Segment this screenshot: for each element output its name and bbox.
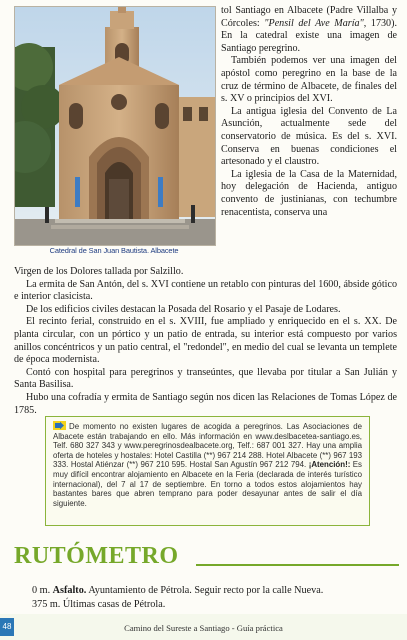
paragraph: Virgen de los Dolores tallada por Salzillo. (14, 266, 184, 277)
lodging-info-box (45, 416, 370, 526)
cathedral-photo (14, 6, 216, 246)
cathedral-illustration (15, 7, 215, 245)
warning-arrow-icon (53, 421, 66, 430)
route-steps (32, 584, 402, 612)
paragraph: Contó con hospital para peregrinos y transeúntes, que llevaba por titular a San Julián y Santa Basilisa. (14, 366, 397, 391)
info-text: Es muy difícil encontrar alojamiento en Albacete en la Feria (declarada de interés turístico internacional), del 7 al 17 de septiembre. En torno a todos estos alojamientos hay bastantes bares que abren temprano para poder desayunar antes de salir el día siguiente. (53, 460, 362, 508)
footer-title: Camino del Sureste a Santiago - Guía práctica (124, 623, 283, 633)
right-column-text (221, 5, 397, 219)
section-heading: RUTÓMETRO (14, 543, 179, 569)
paragraph (221, 5, 397, 55)
paragraph: El recinto ferial, construido en el s. XVIII, fue ampliado y enriquecido en el s. XX. De planta circular, con un pórtico y un patio de entrada, su interior está compuesto por varios anillos concéntricos y un patio central, el "redondel", en medio del cual se levanta un templete de época modernista. (14, 316, 397, 366)
full-width-text (14, 266, 397, 417)
page-number: 48 (0, 618, 14, 636)
paragraph-text: , 1730). En la catedral existe una imagen de Santiago peregrino. (221, 17, 397, 54)
route-step (32, 584, 402, 598)
step-distance: 375 m. (32, 599, 61, 610)
route-step (32, 598, 402, 612)
paragraph: De los edificios civiles destacan la Posada del Rosario y el Pasaje de Lodares. (26, 303, 341, 315)
step-place: Asfalto. (52, 585, 87, 596)
paragraph: La ermita de San Antón, del s. XVI contiene un retablo con pinturas del 1600, ábside gótico e interior clasicista. (14, 278, 397, 303)
paragraph: También podemos ver una imagen del apóstol como peregrino en la base de la cruz de término de Albacete, de finales del s. XV o principios del XVI. (221, 55, 397, 105)
paragraph: La iglesia de la Casa de la Maternidad, hoy delegación de Hacienda, antiguo convento de justinianas, con techumbre renacentista, conserva una (221, 168, 397, 218)
paragraph: Hubo una cofradía y ermita de Santiago según nos dicen las Relaciones de Tomas López de 1785. (14, 391, 397, 416)
book-title: "Pensil del Ave María" (264, 17, 364, 29)
step-distance: 0 m. (32, 585, 51, 596)
paragraph-text: tol Santiago en Albacete (Padre Villalba y Córcoles: (221, 5, 397, 29)
paragraph: La antigua iglesia del Convento de La Asunción, actualmente sede del conservatorio de música. Es del s. XVI. Conserva en buenas condiciones el artesonado y el claustro. (221, 105, 397, 168)
attention-label: ¡Atención!: (308, 460, 351, 470)
step-text: Ayuntamiento de Pétrola. Seguir recto por la calle Nueva. (86, 585, 324, 596)
info-text: De momento no existen lugares de acogida a peregrinos. Las Asociaciones de Albacete están trabajando en ello. Más información en www.deslbacetea-santiago.es, Telf. 680 327 343 y www.peregrinosdealbacete.org, Telf.: 687 001 327. Hay una amplia oferta de hoteles y hostales: Hotel Castilla (**) 967 214 288. Hotel Albacete (**) 967 193 333. Hostal Atiénzar (**) 967 210 595. Hostal San Agustín 967 212 794. (53, 422, 362, 470)
photo-caption: Catedral de San Juan Bautista. Albacete (49, 246, 179, 255)
step-text: Últimas casas de Pétrola. (60, 599, 166, 610)
heading-rule (196, 564, 399, 566)
